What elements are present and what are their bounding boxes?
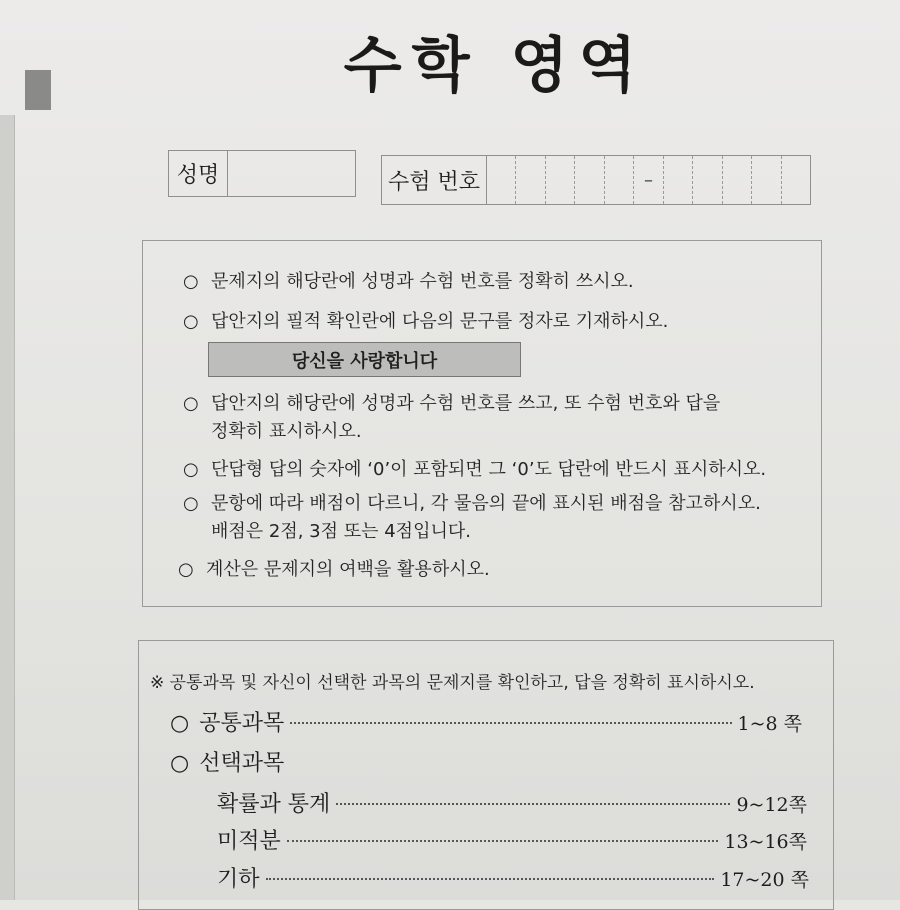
subject-elective — [217, 824, 807, 855]
underlying-sheet-edge — [0, 115, 15, 900]
page-title: 수학 영역 — [343, 31, 647, 101]
instruction-text: 답안지의 해당란에 성명과 수험 번호를 쓰고, 또 수험 번호와 답을 — [211, 393, 721, 414]
circle-bullet-icon: ○ — [183, 393, 199, 414]
subject-label: 기하 — [217, 867, 260, 892]
exam-number-cell[interactable] — [752, 156, 781, 204]
instruction-item — [178, 556, 490, 584]
circle-bullet-icon: ○ — [170, 711, 190, 736]
exam-number-field[interactable] — [381, 155, 811, 205]
subject-label: 선택과목 — [199, 751, 285, 776]
exam-number-cell[interactable] — [605, 156, 634, 204]
circle-bullet-icon: ○ — [170, 751, 190, 776]
exam-number-label: 수험 번호 — [382, 156, 487, 204]
subject-label: 확률과 통계 — [217, 792, 331, 817]
exam-number-cell[interactable] — [664, 156, 693, 204]
dot-leader — [266, 878, 715, 880]
instruction-item — [183, 490, 761, 546]
circle-bullet-icon: ○ — [183, 311, 199, 332]
instruction-item — [183, 456, 766, 484]
instruction-continuation: 정확히 표시하시오. — [211, 420, 362, 442]
name-field-label: 성명 — [169, 151, 228, 196]
subject-common — [170, 706, 802, 737]
instruction-text: 단답형 답의 숫자에 ‘0’이 포함되면 그 ‘0’도 답란에 반드시 표시하시오. — [211, 459, 767, 480]
subject-pages: 9~12쪽 — [736, 794, 807, 816]
exam-number-cell[interactable] — [575, 156, 604, 204]
instruction-text: 계산은 문제지의 여백을 활용하시오. — [206, 559, 490, 580]
instruction-item — [183, 390, 720, 446]
name-field[interactable] — [168, 150, 356, 197]
subject-label: 공통과목 — [199, 711, 285, 736]
instruction-item — [183, 308, 668, 336]
instruction-item — [183, 268, 634, 296]
exam-number-cell[interactable] — [516, 156, 545, 204]
subject-notice: ※ 공통과목 및 자신이 선택한 과목의 문제지를 확인하고, 답을 정확히 표시하시오. — [150, 673, 755, 693]
dot-leader — [290, 722, 731, 724]
instruction-text: 문항에 따라 배점이 다르니, 각 물음의 끝에 표시된 배점을 참고하시오. — [211, 493, 761, 514]
exam-number-dash: – — [634, 156, 663, 204]
subject-label: 미적분 — [217, 829, 281, 854]
subject-elective — [217, 787, 807, 818]
circle-bullet-icon: ○ — [178, 559, 194, 580]
circle-bullet-icon: ○ — [183, 459, 199, 480]
dot-leader — [287, 840, 719, 842]
circle-bullet-icon: ○ — [183, 271, 199, 292]
instruction-text: 문제지의 해당란에 성명과 수험 번호를 정확히 쓰시오. — [211, 271, 634, 292]
subject-pages: 1~8 쪽 — [737, 713, 802, 735]
instruction-continuation: 배점은 2점, 3점 또는 4점입니다. — [211, 520, 471, 542]
subject-pages: 13~16쪽 — [724, 831, 807, 853]
exam-number-cell[interactable] — [782, 156, 810, 204]
subject-elective-header — [170, 746, 284, 777]
exam-number-cell[interactable] — [723, 156, 752, 204]
subject-elective — [217, 862, 809, 893]
circle-bullet-icon: ○ — [183, 493, 199, 514]
exam-number-cell[interactable] — [693, 156, 722, 204]
handwriting-phrase-box: 당신을 사랑합니다 — [208, 342, 521, 377]
subject-pages: 17~20 쪽 — [720, 869, 809, 891]
instruction-text: 답안지의 필적 확인란에 다음의 문구를 정자로 기재하시오. — [211, 311, 669, 332]
exam-number-cell[interactable] — [487, 156, 516, 204]
dot-leader — [336, 803, 730, 805]
exam-number-cell[interactable] — [546, 156, 575, 204]
